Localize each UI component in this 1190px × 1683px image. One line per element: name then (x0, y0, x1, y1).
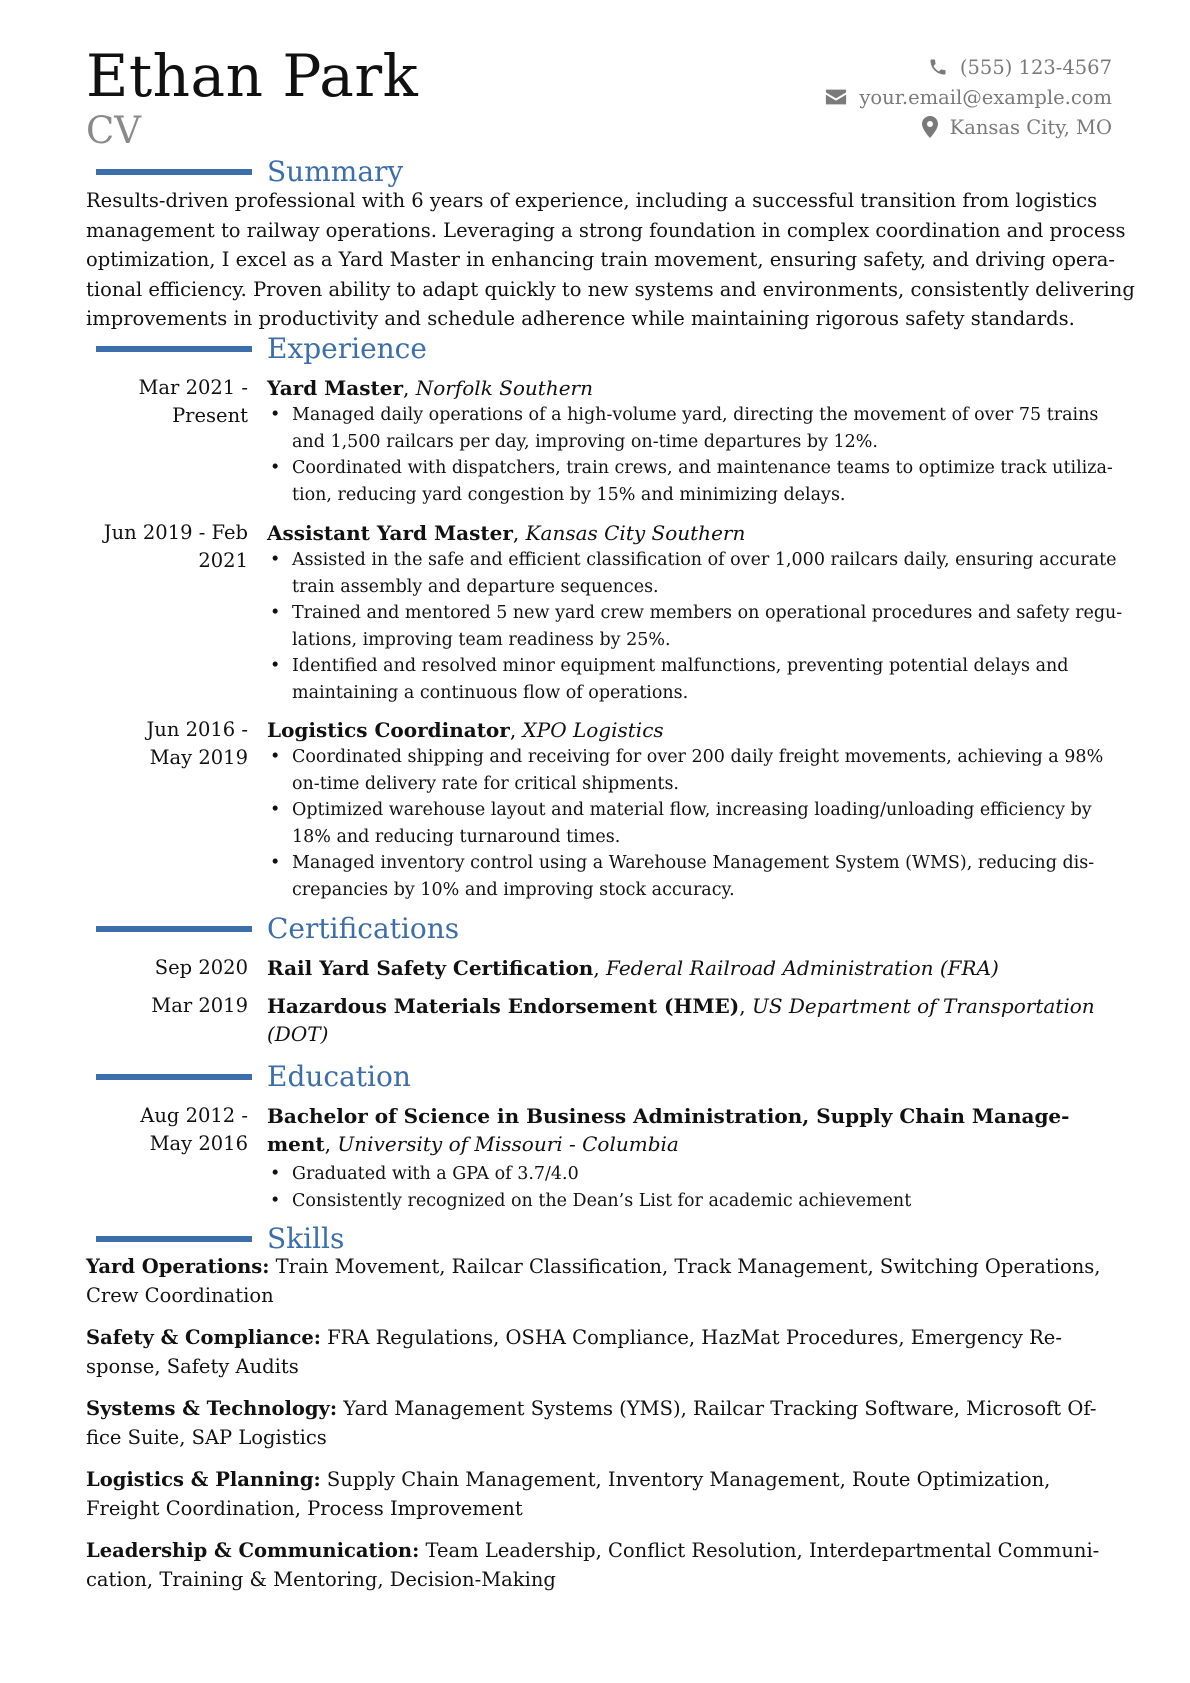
location-text: Kansas City, MO (949, 115, 1112, 139)
job-company: XPO Logistics (522, 718, 664, 742)
skill-category: Systems & Technology: (86, 1397, 338, 1420)
contact-location (825, 112, 1112, 142)
skill-category: Safety & Compliance: (86, 1326, 321, 1349)
job-heading: Assistant Yard Master, Kansas City Southern (267, 521, 746, 545)
cert-name: Hazardous Materials Endorsement (HME) (267, 994, 740, 1018)
job-bullets (267, 547, 1122, 706)
summary-line: improvements in productivity and schedule adherence while maintaining rigorous safety standards. (86, 307, 1075, 330)
skill-items: cation, Training & Mentoring, Decision-Making (86, 1568, 556, 1591)
section-heading-summary (96, 154, 403, 190)
cert-name: Rail Yard Safety Certification (267, 956, 594, 980)
bullet-line: • Assisted in the safe and efficient classification of over 1,000 railcars daily, ensuring accurate (292, 550, 1117, 570)
section-accent-bar (96, 1236, 252, 1242)
list-item (267, 455, 1113, 508)
job-title: Assistant Yard Master (267, 521, 513, 545)
date-line: Present (172, 404, 248, 427)
section-title: Experience (267, 332, 427, 365)
date-line: May 2016 (149, 1132, 248, 1155)
job-company: Norfolk Southern (415, 376, 593, 400)
phone-text[interactable]: (555) 123-4567 (959, 55, 1112, 79)
summary-line: Results-driven professional with 6 years of experience, including a successful transition from logistics (86, 189, 1098, 212)
section-accent-bar (96, 169, 252, 175)
job-bullets (267, 744, 1103, 903)
section-accent-bar (96, 346, 252, 352)
bullet-line: • Trained and mentored 5 new yard crew members on operational procedures and safety regu- (292, 603, 1123, 623)
bullet-line: train assembly and departure sequences. (292, 576, 659, 597)
skill-group (86, 1394, 1096, 1452)
job-heading: Yard Master, Norfolk Southern (267, 376, 593, 400)
edu-bullets (267, 1161, 911, 1214)
bullet-line: crepancies by 10% and improving stock accuracy. (292, 879, 735, 900)
list-item (267, 797, 1103, 850)
list-item (267, 850, 1103, 903)
skill-group (86, 1536, 1099, 1594)
date-line: Mar 2019 (151, 994, 248, 1017)
bullet-line: • Consistently recognized on the Dean’s List for academic achievement (292, 1190, 912, 1211)
cert-issuer-cont: (DOT) (267, 1022, 329, 1046)
bullet-line: • Coordinated shipping and receiving for over 200 daily freight movements, achieving a 98% (292, 747, 1104, 767)
date-line: Aug 2012 - (140, 1104, 248, 1127)
skill-group (86, 1323, 1062, 1381)
bullet-line: lations, improving team readiness by 25%. (292, 629, 671, 650)
envelope-icon (825, 88, 847, 106)
summary-line: optimization, I excel as a Yard Master in enhancing train movement, ensuring safety, and driving opera- (86, 248, 1115, 271)
section-accent-bar (96, 1074, 252, 1080)
skill-group (86, 1465, 1050, 1523)
summary-paragraph (86, 186, 1135, 334)
skill-items: fice Suite, SAP Logistics (86, 1426, 327, 1449)
degree-line: ment (267, 1132, 325, 1156)
email-text[interactable]: your.email@example.com (859, 85, 1112, 109)
section-title: Skills (267, 1222, 345, 1255)
bullet-line: • Managed daily operations of a high-volume yard, directing the movement of over 75 trains (292, 405, 1099, 425)
section-heading-certifications (96, 911, 459, 947)
date-line: May 2019 (149, 746, 248, 769)
section-accent-bar (96, 926, 252, 932)
bullet-line: • Managed inventory control using a Warehouse Management System (WMS), reducing dis- (292, 853, 1095, 873)
list-item (267, 653, 1122, 706)
list-item (267, 1188, 911, 1215)
section-title: Summary (267, 155, 404, 188)
cert-issuer: US Department of Transportation (751, 994, 1095, 1018)
section-title: Certifications (267, 912, 460, 945)
date-line: Jun 2016 - (146, 718, 248, 741)
list-item (267, 402, 1113, 455)
cert-date (78, 992, 248, 1020)
date-line: Sep 2020 (154, 956, 248, 979)
bullet-line: and 1,500 railcars per day, improving on-time departures by 12%. (292, 431, 878, 452)
job-heading: Logistics Coordinator, XPO Logistics (267, 718, 664, 742)
job-date (78, 716, 248, 772)
document-label: CV (86, 109, 142, 152)
skill-category: Yard Operations: (86, 1255, 270, 1278)
job-bullets (267, 402, 1113, 508)
date-line: 2021 (198, 549, 248, 572)
skill-items: Crew Coordination (86, 1284, 274, 1307)
bullet-line: • Optimized warehouse layout and material flow, increasing loading/unloading efficiency by (292, 800, 1092, 820)
skill-category: Logistics & Planning: (86, 1468, 321, 1491)
contact-email (825, 82, 1112, 112)
contact-phone (825, 52, 1112, 82)
cert-date (78, 954, 248, 982)
job-title: Yard Master (267, 376, 404, 400)
skill-items: FRA Regulations, OSHA Compliance, HazMat Procedures, Emergency Re- (320, 1326, 1062, 1349)
summary-line: management to railway operations. Leveraging a strong foundation in complex coordination and process (86, 218, 1126, 242)
cert-issuer: Federal Railroad Administration (FRA) (606, 956, 999, 980)
skill-items: sponse, Safety Audits (86, 1355, 299, 1378)
list-item (267, 744, 1103, 797)
degree-line: Bachelor of Science in Business Administration, Supply Chain Manage- (267, 1104, 1070, 1128)
section-heading-experience (96, 331, 427, 367)
bullet-line: 18% and reducing turnaround times. (292, 826, 621, 847)
bullet-line: maintaining a continuous flow of operations. (292, 682, 689, 703)
job-date (78, 374, 248, 430)
skill-group (86, 1252, 1100, 1310)
bullet-line: tion, reducing yard congestion by 15% and minimizing delays. (292, 484, 846, 505)
date-line: Mar 2021 - (138, 376, 248, 399)
skill-items: Train Movement, Railcar Classification, Track Management, Switching Operations, (269, 1255, 1101, 1278)
job-date (78, 519, 248, 575)
cert-entry: Hazardous Materials Endorsement (HME), US Department of Transportation (DOT) (267, 994, 1095, 1046)
job-title: Logistics Coordinator (267, 718, 510, 742)
bullet-line: • Identified and resolved minor equipment malfunctions, preventing potential delays and (292, 656, 1069, 676)
skill-items: Team Leadership, Conflict Resolution, Interdepartmental Communi- (419, 1539, 1100, 1562)
skill-items: Supply Chain Management, Inventory Management, Route Optimization, (320, 1468, 1051, 1491)
skill-items: Yard Management Systems (YMS), Railcar Tracking Software, Microsoft Of- (337, 1397, 1097, 1420)
summary-line: tional efficiency. Proven ability to adapt quickly to new systems and environments, consistently delivering (86, 277, 1135, 301)
school-name: University of Missouri - Columbia (337, 1132, 679, 1156)
skill-items: Freight Coordination, Process Improvement (86, 1497, 523, 1520)
contact-block (825, 52, 1112, 142)
list-item (267, 547, 1122, 600)
list-item (267, 600, 1122, 653)
bullet-line: on-time delivery rate for critical shipments. (292, 773, 679, 794)
bullet-line: • Graduated with a GPA of 3.7/4.0 (292, 1164, 579, 1184)
map-pin-icon (922, 116, 938, 138)
cert-entry: Rail Yard Safety Certification, Federal Railroad Administration (FRA) (267, 956, 999, 980)
skill-category: Leadership & Communication: (86, 1539, 420, 1562)
edu-heading: Bachelor of Science in Business Administration, Supply Chain Manage- ment, University of Missouri - Columbia (267, 1104, 1070, 1156)
job-company: Kansas City Southern (525, 521, 746, 545)
candidate-name: Ethan Park (86, 42, 419, 110)
list-item (267, 1161, 911, 1188)
section-heading-education (96, 1059, 411, 1095)
date-line: Jun 2019 - Feb (103, 521, 248, 544)
phone-icon (928, 57, 948, 77)
bullet-line: • Coordinated with dispatchers, train crews, and maintenance teams to optimize track utiliza- (292, 458, 1113, 478)
edu-date (78, 1102, 248, 1158)
section-title: Education (267, 1060, 411, 1093)
